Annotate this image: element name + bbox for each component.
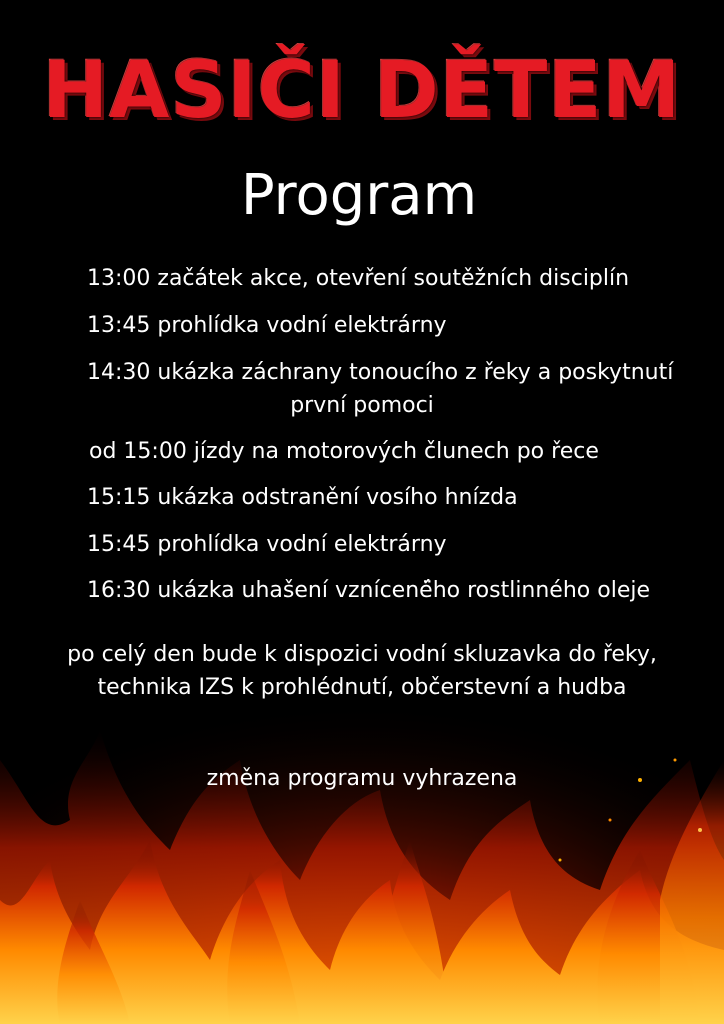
schedule-item: 15:15 ukázka odstranění vosího hnízda xyxy=(87,485,518,510)
schedule-item: 16:30 ukázka uhašení vznícené̈ho rostlinného oleje xyxy=(87,578,650,603)
info-line: technika IZS k prohlédnutí, občerstevní a hudba xyxy=(97,675,627,700)
info-line: po celý den bude k dispozici vodní skluzavka do řeky, xyxy=(67,642,657,667)
event-title: HASIČI DĚTEM xyxy=(42,46,682,136)
schedule-item: 13:45 prohlídka vodní elektrárny xyxy=(87,313,447,338)
program-change-note: změna programu vyhrazena xyxy=(206,766,518,791)
schedule-item: od 15:00 jízdy na motorových člunech po řece xyxy=(89,439,599,464)
schedule-item-continuation: první pomoci xyxy=(290,393,434,418)
schedule-item: 15:45 prohlídka vodní elektrárny xyxy=(87,532,447,557)
schedule-item: 14:30 ukázka záchrany tonoucího z řeky a poskytnutí xyxy=(87,360,674,385)
program-heading: Program xyxy=(240,163,478,228)
schedule-item: 13:00 začátek akce, otevření soutěžních disciplín xyxy=(87,266,630,291)
